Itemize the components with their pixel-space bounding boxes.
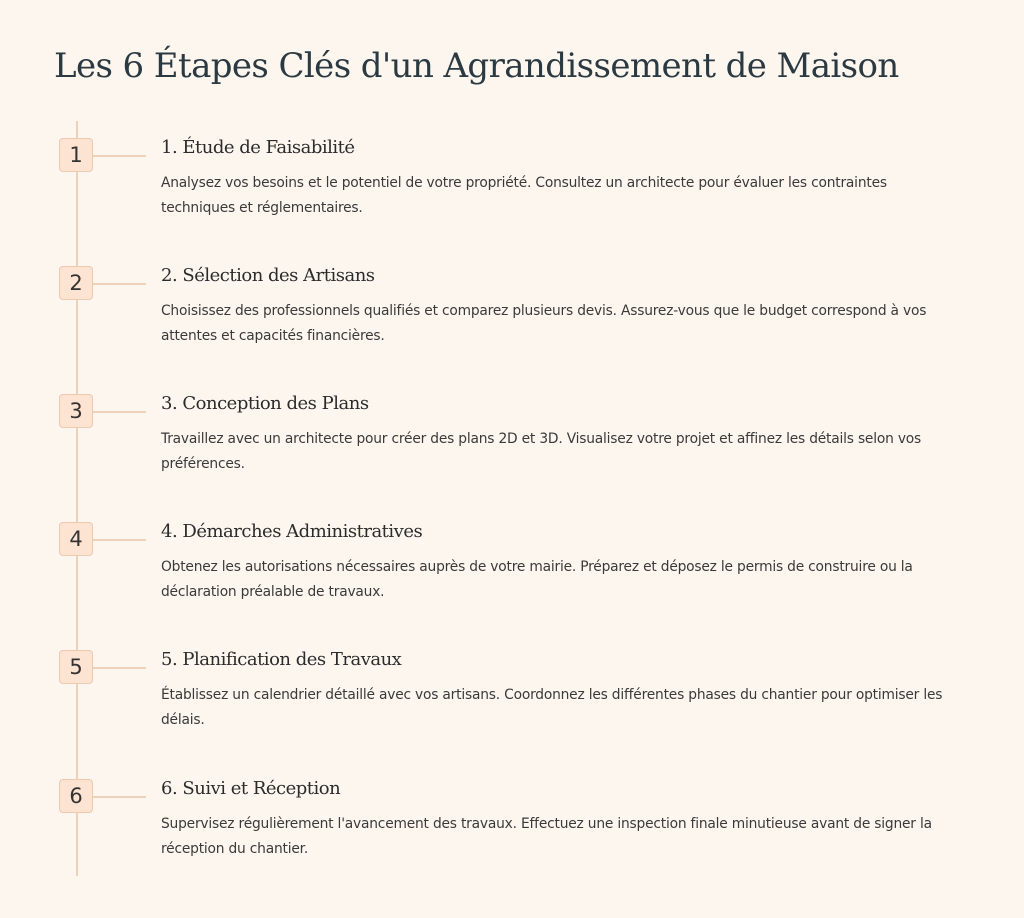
step-title: 1. Étude de Faisabilité — [161, 137, 355, 158]
step-description: Obtenez les autorisations nécessaires auprès de votre mairie. Préparez et déposez le permis de construire ou la déclaration préalable de travaux. — [161, 559, 913, 600]
timeline-step-4 — [0, 506, 1024, 616]
step-description: Analysez vos besoins et le potentiel de votre propriété. Consultez un architecte pour évaluer les contraintes techniques et réglementaires. — [161, 175, 887, 216]
step-title: 5. Planification des Travaux — [161, 649, 402, 670]
step-description: Supervisez régulièrement l'avancement des travaux. Effectuez une inspection finale minutieuse avant de signer la réception du chantier. — [161, 816, 932, 857]
step-description: Choisissez des professionnels qualifiés et comparez plusieurs devis. Assurez-vous que le budget correspond à vos attentes et capacités financières. — [161, 303, 927, 344]
timeline-step-5 — [0, 634, 1024, 744]
step-description: Établissez un calendrier détaillé avec vos artisans. Coordonnez les différentes phases du chantier pour optimiser les délais. — [161, 687, 943, 728]
step-number-badge: 1 — [59, 138, 93, 172]
step-number-badge: 3 — [59, 394, 93, 428]
connector-line — [93, 539, 146, 541]
step-number-badge: 6 — [59, 779, 93, 813]
connector-line — [93, 155, 146, 157]
timeline-step-6 — [0, 763, 1024, 873]
connector-line — [93, 411, 146, 413]
step-title: 4. Démarches Administratives — [161, 521, 423, 542]
step-title: 3. Conception des Plans — [161, 393, 369, 414]
connector-line — [93, 667, 146, 669]
connector-line — [93, 283, 146, 285]
step-title: 2. Sélection des Artisans — [161, 265, 375, 286]
page-title: Les 6 Étapes Clés d'un Agrandissement de Maison — [54, 46, 899, 86]
timeline-step-2 — [0, 250, 1024, 360]
step-title: 6. Suivi et Réception — [161, 778, 341, 799]
timeline-step-3 — [0, 378, 1024, 488]
step-number-badge: 4 — [59, 522, 93, 556]
step-number-badge: 2 — [59, 266, 93, 300]
connector-line — [93, 796, 146, 798]
timeline-step-1 — [0, 122, 1024, 232]
step-description: Travaillez avec un architecte pour créer des plans 2D et 3D. Visualisez votre projet et affinez les détails selon vos préférences. — [161, 431, 922, 472]
step-number-badge: 5 — [59, 650, 93, 684]
